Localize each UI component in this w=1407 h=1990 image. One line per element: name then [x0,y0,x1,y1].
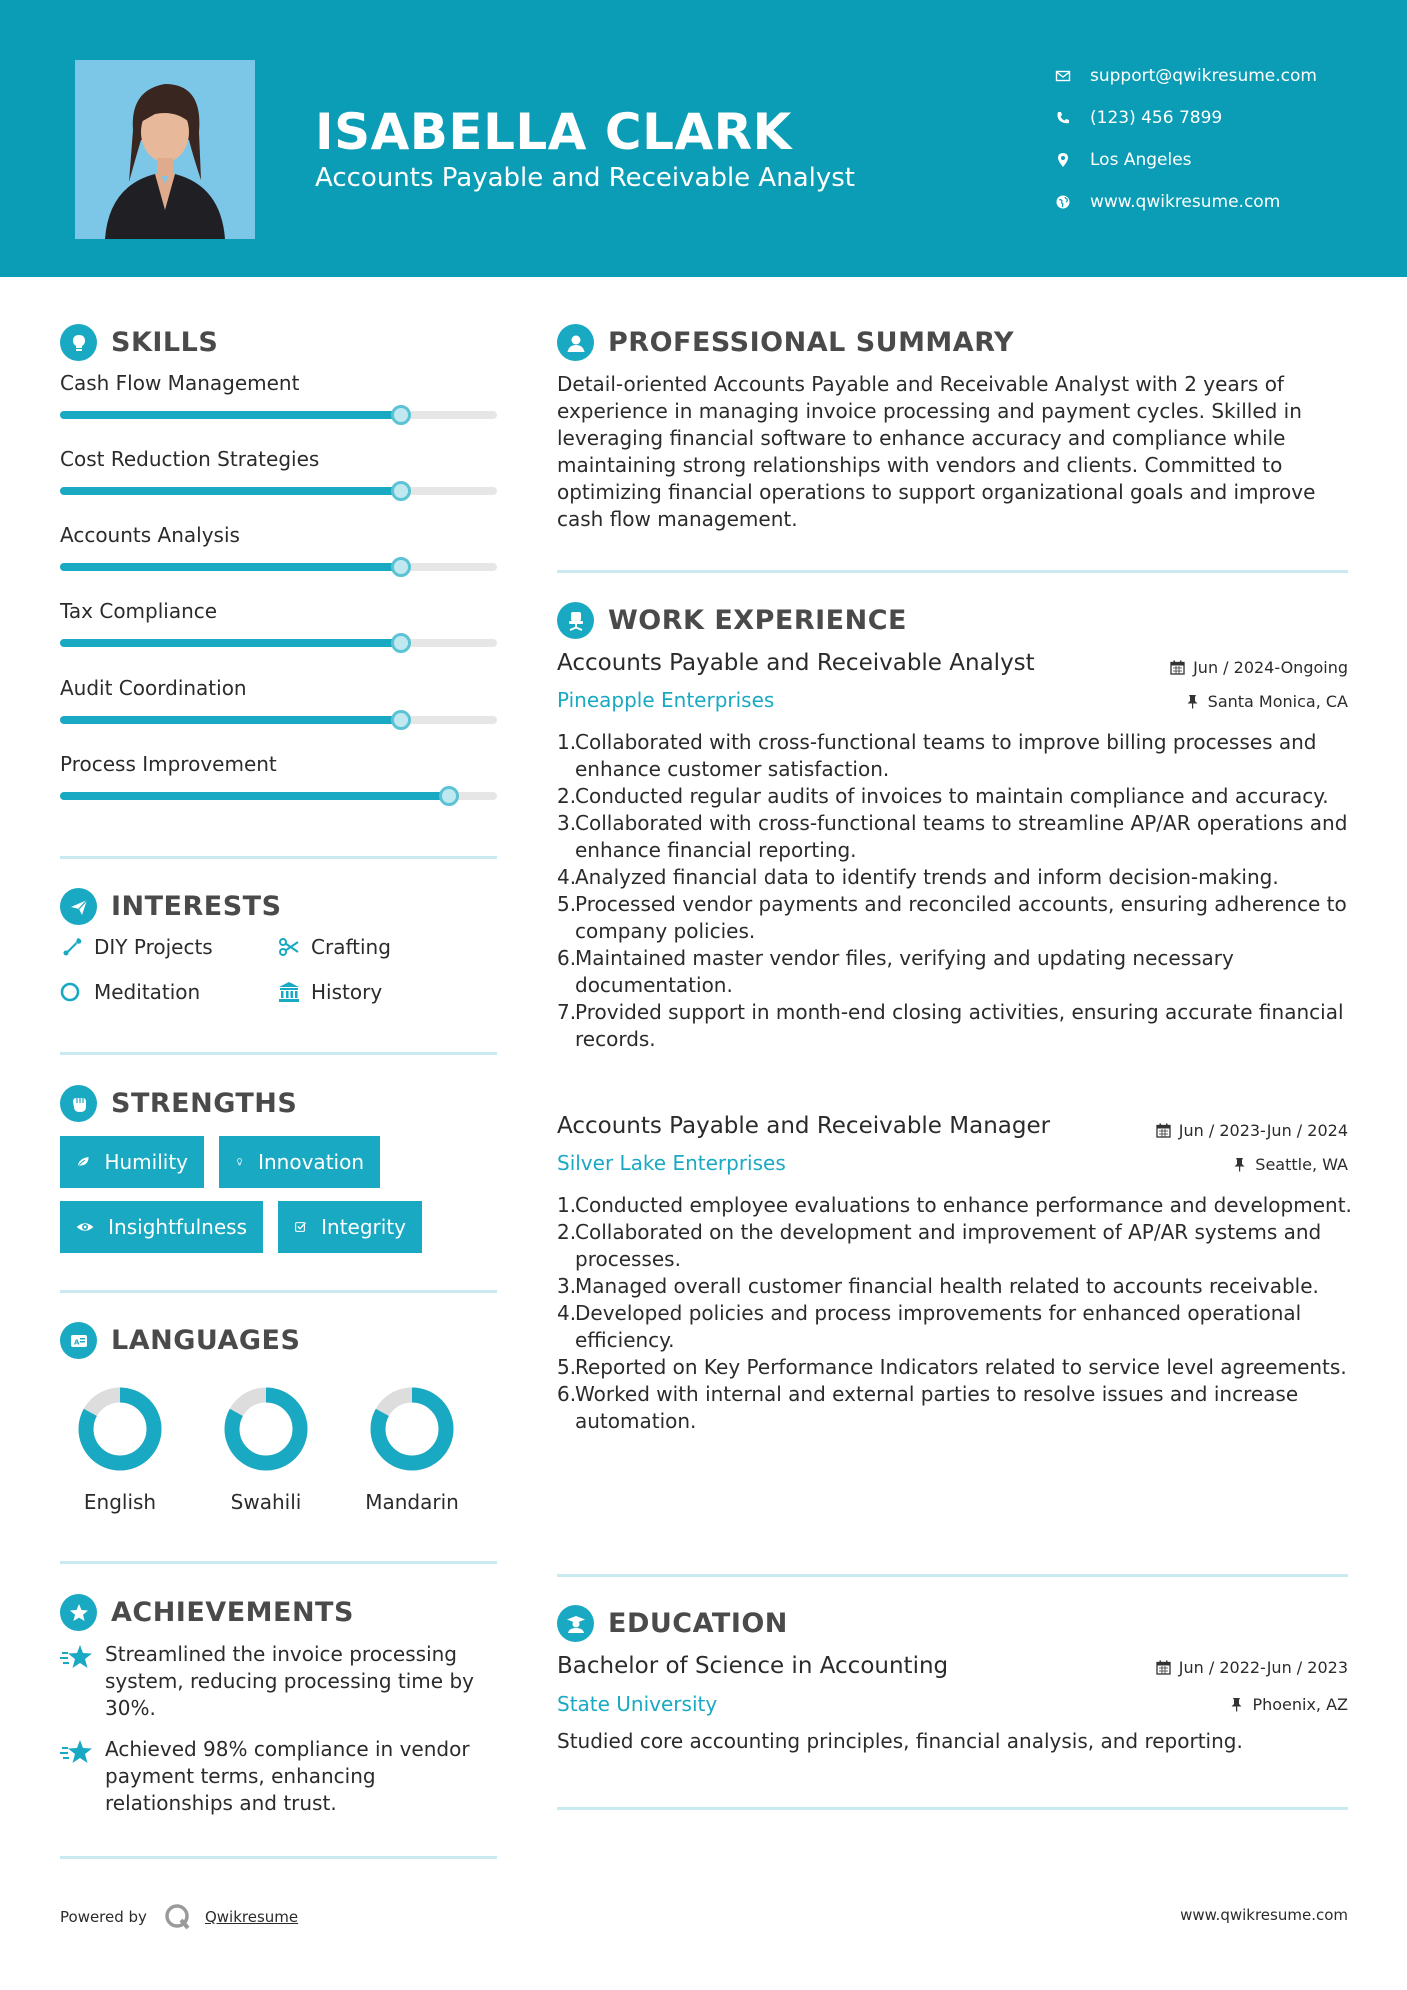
summary-text: Detail-oriented Accounts Payable and Receivable Analyst with 2 years of experience in managing invoice processing and payment cycles. Skilled in leveraging financial software to enhance accuracy and compliance while maintaining strong relationships with vendors and clients. Committed to optimizing financial operations to support organizational goals and improve cash flow management. [557,372,1316,531]
person-silhouette-icon [75,60,255,239]
circle-icon [60,980,94,1004]
skill-item [60,447,497,471]
job-bullet: 2. Conducted regular audits of invoices to maintain compliance and accuracy. [557,784,1329,808]
candidate-name: ISABELLA CLARK [315,103,792,161]
candidate-title: Accounts Payable and Receivable Analyst [315,163,855,193]
achievement-text: Streamlined the invoice processing system, reducing processing time by 30%. [105,1642,474,1720]
qwikresume-link[interactable]: Qwikresume [204,1908,299,1926]
pushpin-icon [1229,1697,1244,1712]
experience-title: WORK EXPERIENCE [608,605,907,636]
job-bullet: 6. Maintained master vendor files, verifying and updating necessary documentation. [557,945,1357,999]
skill-bar-knob [391,633,411,653]
experience-heading [557,602,907,639]
job-dates-text: Jun / 2023-Jun / 2024 [1178,1121,1348,1140]
strength-label: Humility [104,1150,188,1174]
skill-bar-track [60,411,497,419]
lightbulb-icon [235,1150,244,1174]
skill-item [60,371,497,395]
contact-website[interactable] [1055,181,1385,223]
interest-item [277,935,391,959]
section-divider [60,1052,497,1055]
skill-bar-fill [60,792,449,800]
skill-bar-fill [60,639,401,647]
contact-email-text: support@qwikresume.com [1090,66,1317,86]
job-bullet: 6. Worked with internal and external parties to resolve issues and increase automation. [557,1381,1357,1435]
job-bullet-text: Collaborated with cross-functional teams to streamline AP/AR operations and enhance financial reporting. [575,811,1348,862]
strength-label: Integrity [321,1215,406,1239]
language-donut [77,1386,163,1472]
skill-bar-track [60,487,497,495]
education-dates [1156,1658,1348,1677]
languages-heading [60,1322,300,1359]
skill-bar-knob [391,405,411,425]
education-school: State University [557,1692,718,1716]
skill-bar-fill [60,411,401,419]
fist-icon [60,1085,97,1122]
job-bullet: 5. Reported on Key Performance Indicators related to service level agreements. [557,1355,1347,1379]
language-item [347,1386,477,1514]
strengths-heading [60,1085,297,1122]
skill-bar-fill [60,487,401,495]
language-name: Mandarin [365,1490,459,1514]
skill-item [60,523,497,547]
job-bullet: 1. Conducted employee evaluations to enhance performance and development. [557,1193,1352,1217]
svg-text:A: A [73,1338,79,1346]
interests-heading [60,888,282,925]
job-bullet-text: Maintained master vendor files, verifying and updating necessary documentation. [575,946,1234,997]
contact-phone-text: (123) 456 7899 [1090,108,1223,128]
checkbox-icon [294,1215,307,1239]
strength-tag [60,1201,263,1253]
education-heading [557,1605,788,1642]
achievements-title: ACHIEVEMENTS [111,1597,354,1628]
contact-website-text: www.qwikresume.com [1090,192,1281,212]
star-badge-icon [60,1594,97,1631]
language-name: English [83,1490,157,1514]
job-location-text: Seattle, WA [1255,1155,1348,1174]
strength-tag [219,1136,380,1188]
job-bullets [557,1192,1357,1435]
achievements-heading [60,1594,354,1631]
interest-item [60,980,200,1004]
interest-label: DIY Projects [94,935,213,959]
skill-bar-knob [391,481,411,501]
interest-label: Crafting [311,935,391,959]
education-dates-text: Jun / 2022-Jun / 2023 [1178,1658,1348,1677]
job-bullet-text: Reported on Key Performance Indicators related to service level agreements. [575,1355,1347,1379]
job-bullet-text: Managed overall customer financial health related to accounts receivable. [575,1274,1319,1298]
skill-name: Accounts Analysis [60,523,240,547]
language-name: Swahili [230,1490,302,1514]
job-company: Pineapple Enterprises [557,688,775,712]
calendar-icon [1170,660,1185,675]
job-bullet: 3. Managed overall customer financial health related to accounts receivable. [557,1274,1319,1298]
strength-label: Innovation [258,1150,364,1174]
job-bullet: 7. Provided support in month-end closing activities, ensuring accurate financial records. [557,999,1357,1053]
interest-item [60,935,213,959]
interest-label: Meditation [94,980,201,1004]
section-divider [60,1290,497,1293]
job-bullet: 5. Processed vendor payments and reconciled accounts, ensuring adherence to company policies. [557,891,1357,945]
footer-url[interactable]: www.qwikresume.com [1180,1906,1348,1924]
language-donut [369,1386,455,1472]
powered-by-label: Powered by [60,1908,147,1926]
job-bullet-text: Collaborated with cross-functional teams to improve billing processes and enhance customer satisfaction. [575,730,1317,781]
contact-list [1055,55,1385,223]
section-divider [60,1561,497,1564]
strength-tag [60,1136,204,1188]
phone-icon [1055,110,1090,126]
job-dates-text: Jun / 2024-Ongoing [1193,658,1348,677]
pushpin-icon [1185,694,1200,709]
star-icon [60,1641,105,1722]
skill-bar-track [60,716,497,724]
skill-bar-knob [439,786,459,806]
translate-icon [60,1322,97,1359]
graduate-icon [557,1605,594,1642]
contact-location-text: Los Angeles [1090,150,1192,170]
achievement-text: Achieved 98% compliance in vendor payment terms, enhancing relationships and trust. [105,1737,470,1815]
office-chair-icon [557,602,594,639]
language-item [55,1386,185,1514]
job-bullet: 2. Collaborated on the development and improvement of AP/AR systems and processes. [557,1219,1357,1273]
globe-icon [1055,194,1090,210]
job-location-text: Santa Monica, CA [1207,692,1348,711]
job-bullet: 4. Developed policies and process improvements for enhanced operational efficiency. [557,1300,1357,1354]
language-item [201,1386,331,1514]
achievement-item [60,1641,500,1722]
skill-name: Audit Coordination [60,676,247,700]
education-degree: Bachelor of Science in Accounting [557,1653,949,1679]
job-bullet-text: Analyzed financial data to identify trends and inform decision-making. [575,865,1279,889]
pushpin-icon [1232,1157,1247,1172]
skills-title: SKILLS [111,327,219,358]
skill-name: Cost Reduction Strategies [60,447,320,471]
skills-heading [60,324,218,361]
lightbulb-icon [60,324,97,361]
strength-label: Insightfulness [108,1215,247,1239]
paper-plane-icon [60,888,97,925]
contact-location [1055,139,1385,181]
language-donut [223,1386,309,1472]
section-divider [557,1807,1348,1810]
profile-photo [75,60,255,239]
resume-header [0,0,1407,277]
education-title: EDUCATION [608,1608,788,1639]
scissors-icon [277,935,311,959]
education-location [1229,1695,1348,1714]
job-bullet: 4. Analyzed financial data to identify trends and inform decision-making. [557,865,1279,889]
section-divider [557,1574,1348,1577]
skill-bar-fill [60,716,401,724]
section-divider [60,1856,497,1859]
summary-title: PROFESSIONAL SUMMARY [608,327,1015,358]
job-bullet: 3. Collaborated with cross-functional teams to streamline AP/AR operations and enhance financial reporting. [557,810,1357,864]
user-icon [557,324,594,361]
job-title: Accounts Payable and Receivable Analyst [557,650,1035,676]
wrench-icon [60,935,94,959]
skill-item [60,676,497,700]
job-bullet-text: Collaborated on the development and improvement of AP/AR systems and processes. [575,1220,1322,1271]
skill-bar-fill [60,563,401,571]
skill-name: Process Improvement [60,752,277,776]
section-divider [60,856,497,859]
skill-bar-track [60,563,497,571]
skill-item [60,752,497,776]
job-title: Accounts Payable and Receivable Manager [557,1113,1051,1139]
job-bullet-text: Processed vendor payments and reconciled accounts, ensuring adherence to company policies. [575,892,1347,943]
leaf-icon [76,1150,90,1174]
skill-name: Tax Compliance [60,599,218,623]
job-dates [1156,1121,1348,1140]
job-location [1185,692,1348,711]
skill-bar-knob [391,710,411,730]
skill-bar-track [60,792,497,800]
languages-title: LANGUAGES [111,1325,301,1356]
education-description: Studied core accounting principles, financial analysis, and reporting. [557,1729,1243,1753]
strength-tag [278,1201,422,1253]
job-bullet-text: Provided support in month-end closing activities, ensuring accurate financial records. [575,1000,1344,1051]
envelope-icon [1055,68,1090,84]
interest-label: History [311,980,383,1004]
calendar-icon [1156,1660,1171,1675]
contact-email[interactable] [1055,55,1385,97]
eye-icon [76,1215,94,1239]
skill-item [60,599,497,623]
museum-icon [277,980,311,1004]
job-bullet-text: Worked with internal and external parties to resolve issues and increase automation. [575,1382,1299,1433]
footer-powered-by [60,1902,298,1932]
map-pin-icon [1055,152,1090,168]
education-location-text: Phoenix, AZ [1252,1695,1348,1714]
job-bullet-text: Conducted regular audits of invoices to maintain compliance and accuracy. [575,784,1329,808]
strengths-title: STRENGTHS [111,1088,298,1119]
skill-bar-track [60,639,497,647]
skill-name: Cash Flow Management [60,371,300,395]
star-icon [60,1736,105,1817]
skill-bar-knob [391,557,411,577]
job-bullets [557,729,1357,1053]
interest-item [277,980,382,1004]
summary-heading [557,324,1014,361]
interests-title: INTERESTS [111,891,282,922]
job-bullet-text: Conducted employee evaluations to enhance performance and development. [575,1193,1352,1217]
qwikresume-logo-icon [163,1902,193,1932]
contact-phone[interactable] [1055,97,1385,139]
job-company: Silver Lake Enterprises [557,1151,786,1175]
job-dates [1170,658,1348,677]
job-location [1232,1155,1348,1174]
job-bullet: 1. Collaborated with cross-functional teams to improve billing processes and enhance customer satisfaction. [557,729,1357,783]
section-divider [557,570,1348,573]
achievement-item [60,1736,500,1817]
job-bullet-text: Developed policies and process improvements for enhanced operational efficiency. [575,1301,1302,1352]
calendar-icon [1156,1123,1171,1138]
